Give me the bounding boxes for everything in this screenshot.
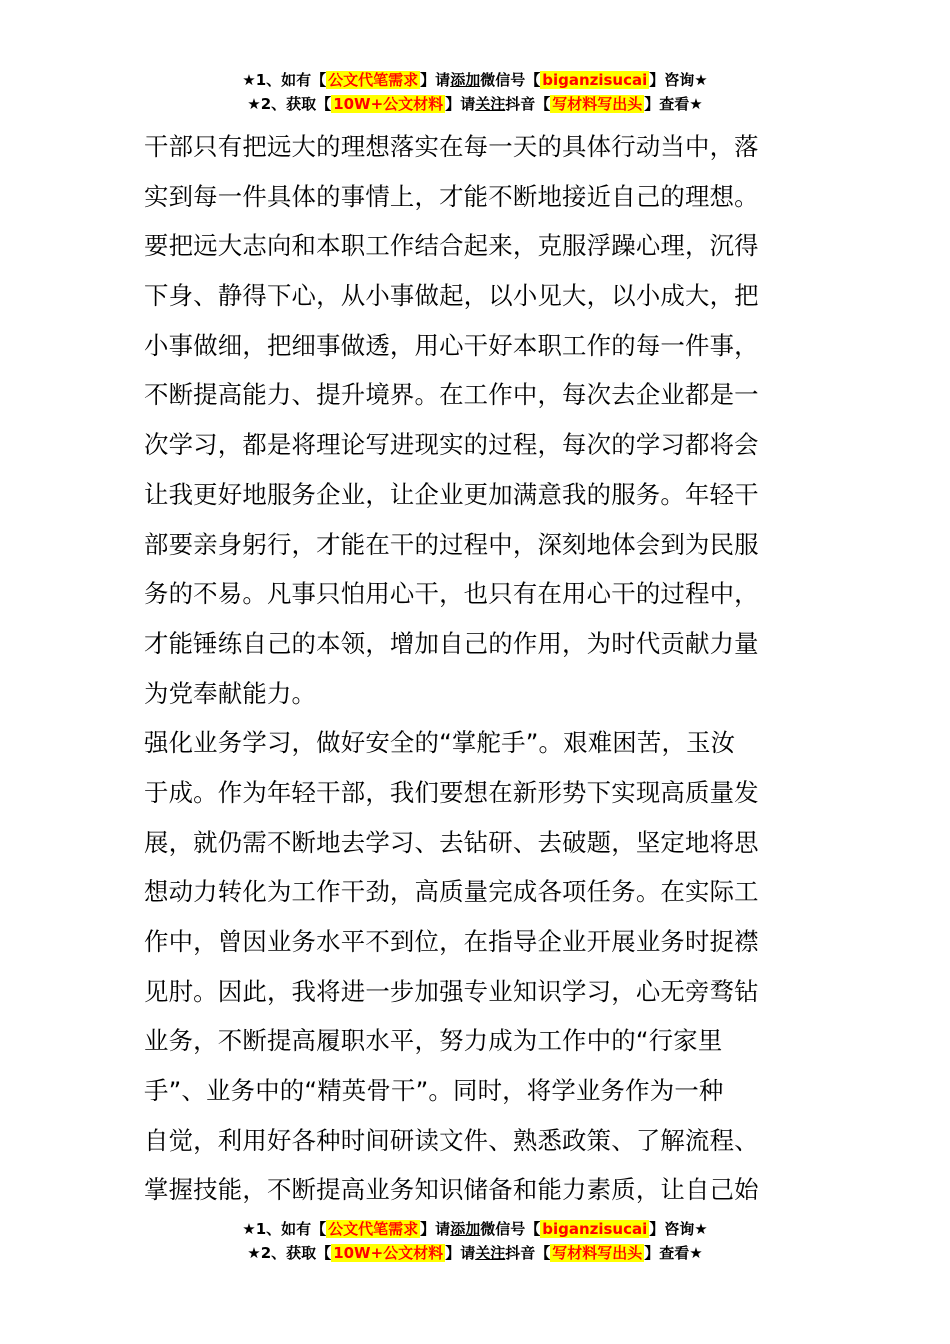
body-line: 作中，曾因业务水平不到位，在指导企业开展业务时捉襟 — [144, 927, 759, 956]
document-body — [144, 122, 808, 1215]
body-line: 下身、静得下心，从小事做起，以小见大，以小成大，把 — [144, 281, 759, 311]
banner-text: ★2、获取【 — [247, 95, 332, 113]
banner-text: 】请 — [420, 71, 451, 89]
highlight-materials: 10W+公文材料 — [333, 95, 444, 113]
body-line: 手”、业务中的“精英骨干”。同时，将学业务作为一种 — [144, 1076, 724, 1106]
body-line: 小事做细，把细事做透，用心干好本职工作的每一件事， — [144, 330, 759, 360]
body-line: 实到每一件具体的事情上，才能不断地接近自己的理想。 — [144, 181, 759, 211]
banner-text: 抖音【 — [505, 95, 551, 113]
banner-text: 抖音【 — [505, 1244, 551, 1262]
body-line: 才能锤练自己的本领，增加自己的作用，为时代贡献力量 — [144, 628, 759, 658]
banner-line-1 — [0, 1217, 950, 1241]
body-line: 想动力转化为工作干劲，高质量完成各项任务。在实际工 — [144, 877, 759, 907]
highlight-douyin-account: 写材料写出头 — [552, 1244, 643, 1262]
body-line: 见肘。因此，我将进一步加强专业知识学习，心无旁骛钻 — [144, 976, 759, 1006]
body-line: 业务，不断提高履职水平，努力成为工作中的“行家里 — [144, 1026, 723, 1056]
body-line: 不断提高能力、提升境界。在工作中，每次去企业都是一 — [144, 380, 759, 410]
banner-text: 】查看★ — [644, 95, 703, 113]
banner-text: ★2、获取【 — [247, 1244, 332, 1262]
highlight-wechat-id: biganzisucai — [542, 71, 648, 89]
body-line: 自觉，利用好各种时间研读文件、熟悉政策、了解流程、 — [144, 1125, 759, 1155]
highlight-service: 公文代笔需求 — [328, 71, 419, 89]
banner-text: 】查看★ — [644, 1244, 703, 1262]
banner-text: 】咨询★ — [649, 1220, 708, 1238]
highlight-douyin-account: 写材料写出头 — [552, 95, 643, 113]
banner-line-1 — [0, 68, 950, 92]
body-line: 要把远大志向和本职工作结合起来，克服浮躁心理，沉得 — [144, 231, 759, 261]
banner-line-2 — [0, 92, 950, 116]
body-line: 掌握技能，不断提高业务知识储备和能力素质，让自己始 — [144, 1175, 759, 1205]
highlight-wechat-id: biganzisucai — [542, 1220, 648, 1238]
body-line: 于成。作为年轻干部，我们要想在新形势下实现高质量发 — [144, 777, 759, 807]
banner-underlined-text: 关注 — [475, 95, 506, 113]
footer-banner — [0, 1217, 950, 1265]
banner-underlined-text: 添加 — [450, 71, 481, 89]
body-line: 让我更好地服务企业，让企业更加满意我的服务。年轻干 — [144, 479, 759, 509]
banner-text: ★1、如有【 — [242, 1220, 327, 1238]
banner-underlined-text: 添加 — [450, 1220, 481, 1238]
banner-text: 】请 — [420, 1220, 451, 1238]
highlight-materials: 10W+公文材料 — [333, 1244, 444, 1262]
body-line: 强化业务学习，做好安全的“掌舵手”。艰难困苦，玉汝 — [144, 728, 736, 758]
banner-underlined-text: 关注 — [475, 1244, 506, 1262]
body-line: 为党奉献能力。 — [144, 678, 317, 708]
banner-text: ★1、如有【 — [242, 71, 327, 89]
body-line: 展，就仍需不断地去学习、去钻研、去破题，坚定地将思 — [144, 827, 759, 857]
banner-text: 微信号【 — [480, 71, 541, 89]
banner-text: 微信号【 — [480, 1220, 541, 1238]
header-banner — [0, 68, 950, 116]
highlight-service: 公文代笔需求 — [328, 1220, 419, 1238]
body-line: 务的不易。凡事只怕用心干，也只有在用心干的过程中， — [144, 579, 759, 609]
banner-text: 】请 — [445, 95, 476, 113]
body-line: 次学习，都是将理论写进现实的过程，每次的学习都将会 — [144, 430, 759, 460]
banner-text: 】咨询★ — [649, 71, 708, 89]
body-line: 干部只有把远大的理想落实在每一天的具体行动当中，落 — [144, 132, 759, 161]
banner-line-2 — [0, 1241, 950, 1265]
body-line: 部要亲身躬行，才能在干的过程中，深刻地体会到为民服 — [144, 529, 759, 559]
banner-text: 】请 — [445, 1244, 476, 1262]
